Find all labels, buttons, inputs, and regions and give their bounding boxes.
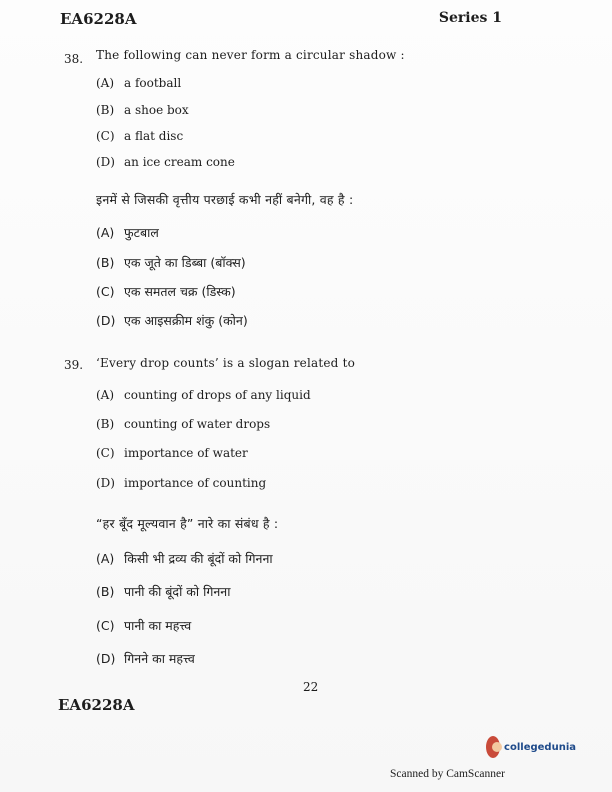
q38-option-d: (D) an ice cream cone: [96, 155, 235, 169]
q39-hindi-option-d: (D) गिनने का महत्त्व: [96, 651, 195, 666]
paper-code: EA6228A: [60, 10, 137, 28]
question-39-hindi-text: “हर बूँद मूल्यवान है” नारे का संबंध है :: [96, 516, 279, 531]
q39-hindi-option-c: (C) पानी का महत्त्व: [96, 618, 192, 633]
q39-hindi-option-b: (B) पानी की बूंदों को गिनना: [96, 584, 231, 599]
question-38-number: 38.: [64, 52, 84, 66]
q38-option-a: (A) a football: [96, 76, 182, 90]
footer-paper-code: EA6228A: [58, 696, 135, 714]
question-38-text: The following can never form a circular shadow :: [96, 48, 405, 62]
q38-hindi-option-d: (D) एक आइसक्रीम शंकु (कोन): [96, 313, 248, 328]
series-label: Series 1: [438, 10, 502, 26]
mascot-icon: [486, 736, 500, 758]
collegedunia-logo: [486, 734, 576, 760]
q38-option-c: (C) a flat disc: [96, 129, 184, 143]
question-39-text: ‘Every drop counts’ is a slogan related to: [96, 356, 356, 370]
q39-option-d: (D) importance of counting: [96, 476, 267, 490]
scanner-watermark: Scanned by CamScanner: [390, 768, 505, 780]
q39-option-c: (C) importance of water: [96, 446, 248, 460]
logo-text: collegedunia: [504, 741, 576, 753]
q39-hindi-option-a: (A) किसी भी द्रव्य की बूंदों को गिनना: [96, 551, 273, 566]
question-39-number: 39.: [64, 358, 84, 372]
question-38-hindi-text: इनमें से जिसकी वृत्तीय परछाई कभी नहीं बनेगी, वह है :: [96, 192, 354, 207]
q38-hindi-option-a: (A) फुटबाल: [96, 225, 159, 240]
page-number: 22: [303, 680, 319, 694]
q39-option-b: (B) counting of water drops: [96, 417, 271, 431]
q38-option-b: (B) a shoe box: [96, 103, 189, 117]
q38-hindi-option-c: (C) एक समतल चक्र (डिस्क): [96, 284, 236, 299]
q38-hindi-option-b: (B) एक जूते का डिब्बा (बॉक्स): [96, 255, 246, 270]
q39-option-a: (A) counting of drops of any liquid: [96, 388, 311, 402]
